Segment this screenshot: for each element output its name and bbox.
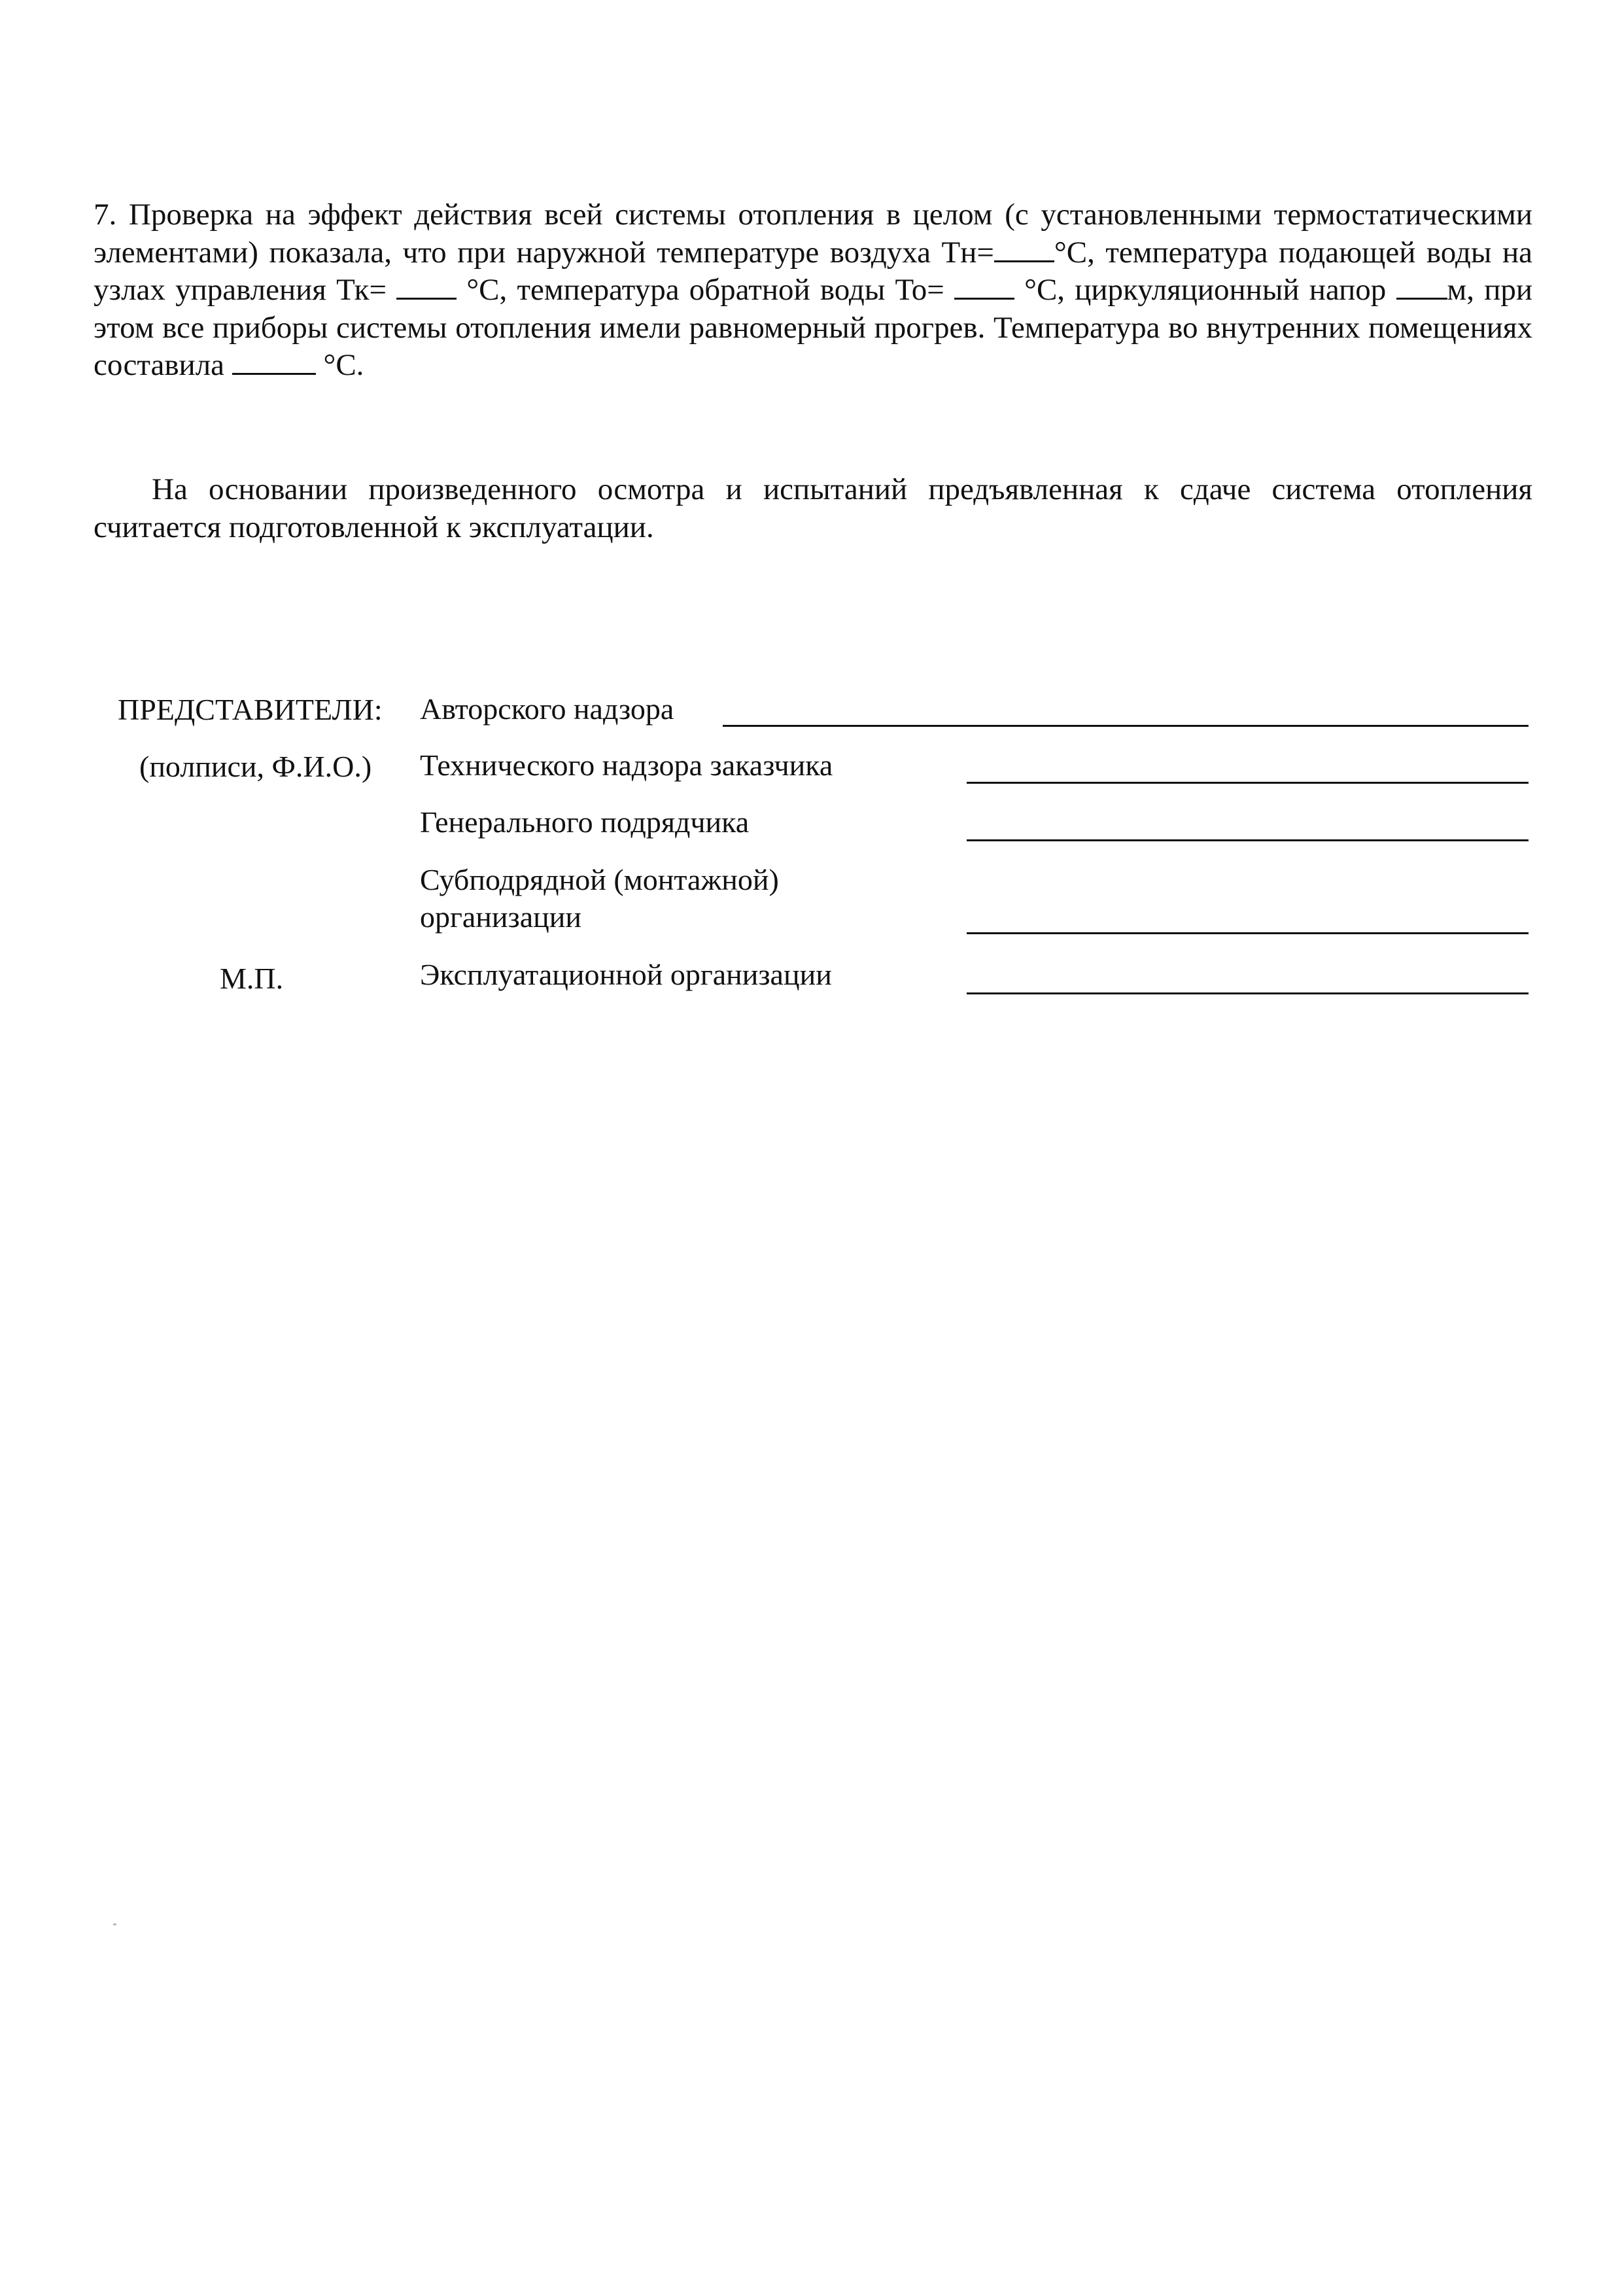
signature-label-general-contractor: Генерального подрядчика	[420, 805, 750, 839]
return-temperature-blank[interactable]	[954, 274, 1014, 300]
signature-line-technical-supervision[interactable]	[967, 782, 1529, 784]
signatures-subheading: (полписи, Ф.И.О.)	[139, 750, 372, 783]
signature-label-author-supervision: Авторского надзора	[420, 692, 674, 726]
signature-label-operating-organization: Эксплуатационной организации	[420, 958, 832, 991]
section-7-text-part-6: °С.	[315, 348, 364, 382]
signature-line-author-supervision[interactable]	[723, 725, 1529, 727]
signature-label-technical-supervision: Технического надзора заказчика	[420, 748, 833, 782]
section-7-text-part-1: Проверка на эффект действия всей системы отопления в целом (с установленными термостатическими элементами) показала, что при наружной температуре воздуха Тн=	[94, 198, 1533, 270]
section-7-number: 7.	[94, 198, 117, 232]
signature-line-operating-organization[interactable]	[967, 992, 1529, 994]
signature-line-subcontractor[interactable]	[967, 932, 1529, 934]
section-7-text-part-5: м, при этом все приборы системы отопления имели равномерный прогрев. Температура во внутренних помещениях составила	[94, 273, 1533, 382]
indoor-temperature-blank[interactable]	[232, 349, 316, 375]
section-7-text-part-2: °С, температура подающей воды на узлах управления Тк=	[94, 235, 1533, 307]
signature-label-subcontractor-line-1: Субподрядной (монтажной)	[420, 863, 779, 896]
signature-label-subcontractor-line-2: организации	[420, 900, 581, 934]
circulation-head-blank[interactable]	[1396, 274, 1447, 300]
representatives-heading: ПРЕДСТАВИТЕЛИ:	[118, 693, 383, 726]
stamp-label: М.П.	[220, 962, 284, 995]
section-7-text-part-4: °С, циркуляционный напор	[1014, 273, 1396, 307]
supply-temperature-blank[interactable]	[396, 274, 457, 300]
conclusion-paragraph: На основании произведенного осмотра и испытаний предъявленная к сдаче система отопления считается подготовленной к эксплуатации.	[94, 472, 1532, 544]
scan-speck	[113, 1923, 116, 1925]
signature-line-general-contractor[interactable]	[967, 839, 1529, 841]
outdoor-temperature-blank[interactable]	[994, 237, 1054, 262]
section-7-text-part-3: °С, температура обратной воды То=	[457, 273, 954, 307]
section-7-paragraph	[94, 196, 1532, 385]
